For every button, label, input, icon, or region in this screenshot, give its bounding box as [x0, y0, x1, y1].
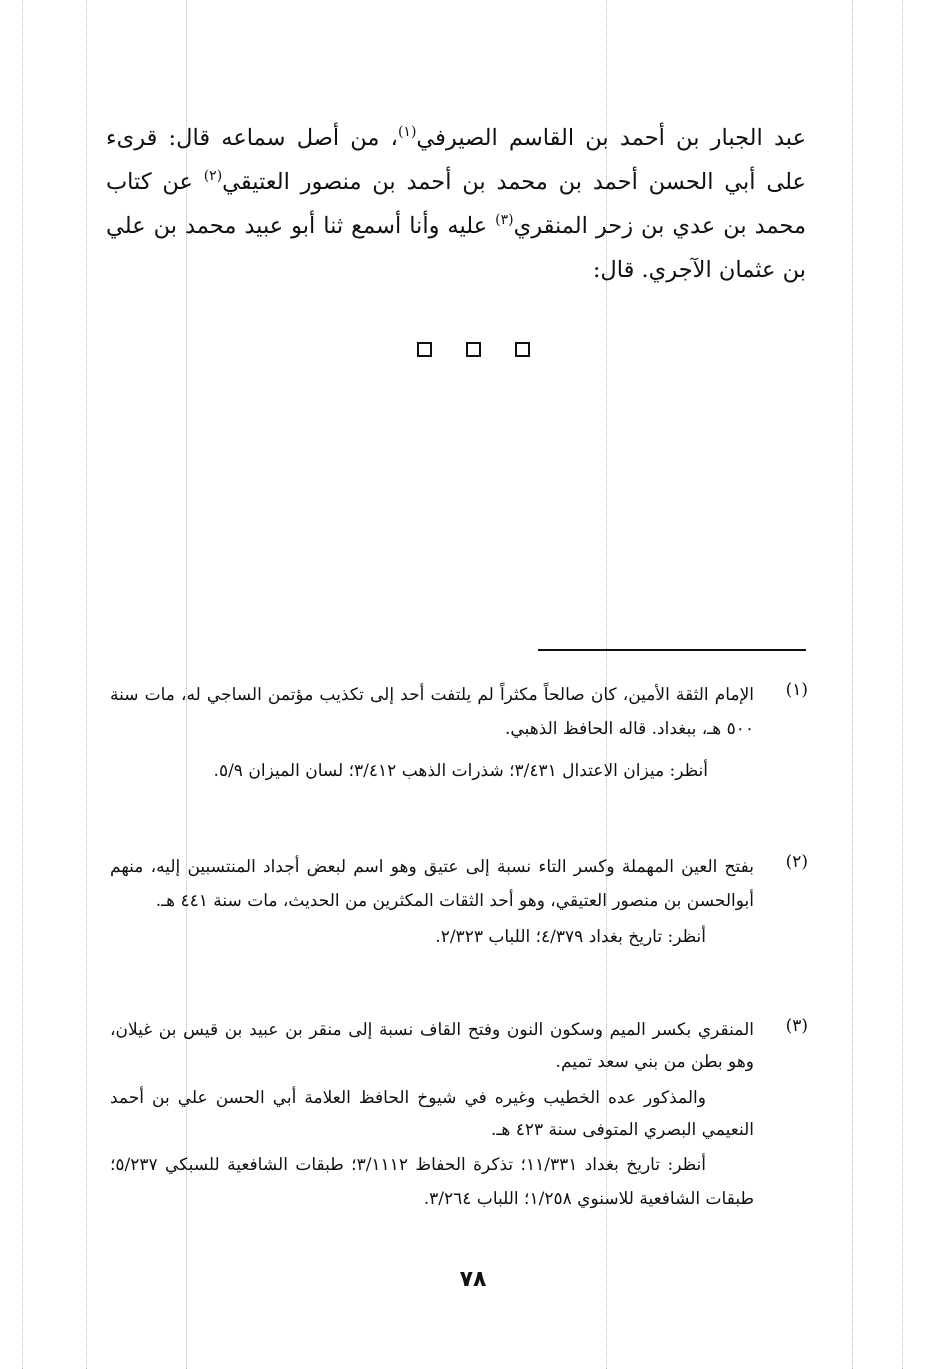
scan-guide-line	[902, 0, 903, 1369]
footnote-reference: أنظر: تاريخ بغداد ٤/٣٧٩؛ اللباب ٢/٣٢٣.	[435, 927, 706, 947]
footnote-reference: أنظر: ميزان الاعتدال ٣/٤٣١؛ شذرات الذهب ٣/٤١٢؛ لسان الميزان ٥/٩.	[213, 761, 708, 781]
footnote-1	[110, 678, 812, 788]
square-ornament	[417, 342, 432, 357]
footnote-text: المنقري بكسر الميم وسكون النون وفتح القاف نسبة إلى منقر بن عبيد بن قيس بن غيلان، وهو بطن من بني سعد تميم.	[110, 1020, 754, 1072]
footnote-body	[110, 850, 754, 954]
scan-guide-line	[86, 0, 87, 1369]
footnote-number: (١)	[785, 680, 808, 700]
section-separator	[0, 342, 946, 357]
main-text-segment: عليه وأنا أسمع ثنا أبو عبيد محمد بن علي بن عثمان الآجري. قال:	[106, 213, 806, 283]
footnote-text: والمذكور عده الخطيب وغيره في شيوخ الحافظ العلامة أبي الحسن علي بن أحمد النعيمي البصري المتوفى سنة ٤٢٣ هـ.	[110, 1088, 754, 1140]
footnote-body	[110, 678, 754, 788]
footnote-3	[110, 1014, 812, 1216]
main-paragraph	[106, 116, 806, 292]
footnote-2	[110, 850, 812, 954]
scan-guide-line	[852, 0, 853, 1369]
footnote-text: الإمام الثقة الأمين، كان صالحاً مكثراً لم يلتفت أحد إلى تكذيب مؤتمن الساجي له، مات سنة ٥٠٠ هـ، ببغداد. قاله الحافظ الذهبي.	[110, 685, 754, 739]
main-text-segment: عبد الجبار بن أحمد بن القاسم الصيرفي	[416, 125, 807, 151]
main-text-segment: ، من أصل سماعه قال: قرىء على أبي الحسن أحمد بن محمد بن أحمد بن منصور العتيقي	[106, 125, 806, 195]
footnote-marker-1: (١)	[397, 124, 417, 140]
footnote-marker-2: (٢)	[203, 168, 223, 184]
footnote-text: بفتح العين المهملة وكسر التاء نسبة إلى عتيق وهو اسم لبعض أجداد المنتسبين إليه، منهم أبوالحسن بن منصور العتيقي، وهو أحد الثقات المكثرين من الحديث، مات سنة ٤٤١ هـ.	[110, 857, 754, 911]
main-text-segment: عن كتاب محمد بن عدي بن زحر المنقري	[106, 169, 807, 239]
square-ornament	[515, 342, 530, 357]
footnote-number: (٣)	[785, 1016, 808, 1036]
footnote-separator-rule	[538, 649, 806, 651]
footnote-body	[110, 1014, 754, 1216]
scan-guide-line	[22, 0, 23, 1369]
footnote-reference: أنظر: تاريخ بغداد ١١/٣٣١؛ تذكرة الحفاظ ٣/١١١٢؛ طبقات الشافعية للسبكي ٥/٢٣٧؛ طبقات الشافعية للاسنوي ١/٢٥٨؛ اللباب ٣/٢٦٤.	[110, 1155, 754, 1209]
footnote-number: (٢)	[785, 852, 808, 872]
square-ornament	[466, 342, 481, 357]
page-number: ٧٨	[459, 1267, 487, 1292]
footnote-marker-3: (٣)	[495, 212, 514, 228]
